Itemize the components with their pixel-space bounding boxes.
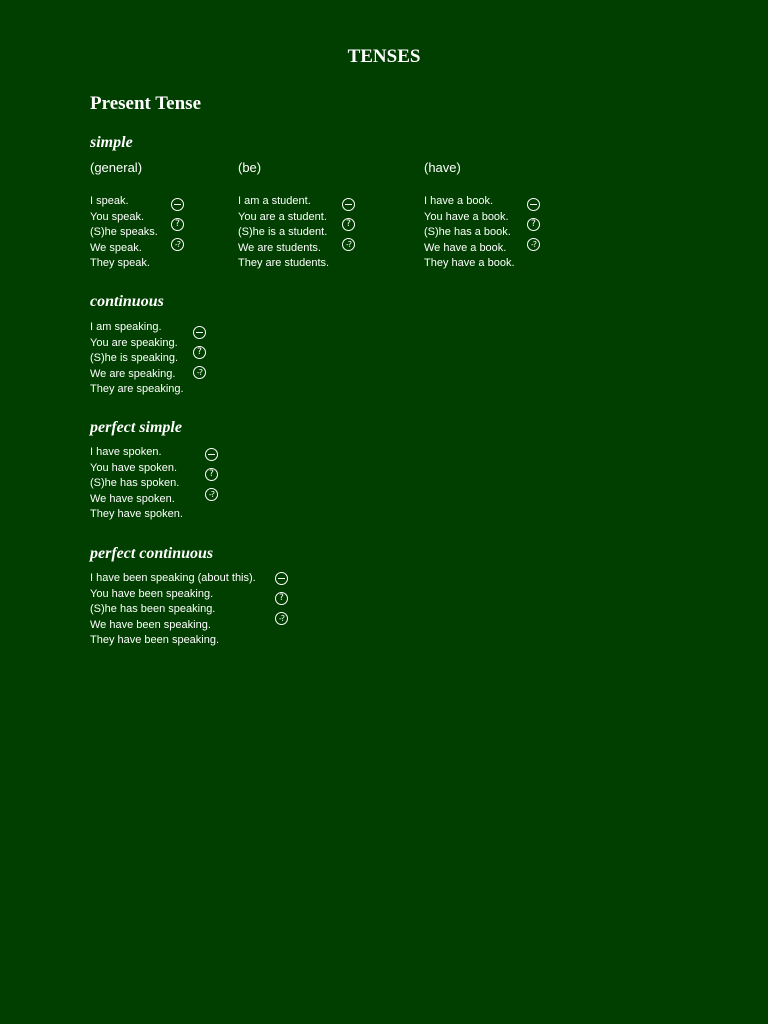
list-simple-have [424, 194, 515, 272]
list-item: We are students. [238, 241, 321, 254]
minus-circle-icon [275, 572, 288, 585]
list-item: I have spoken. [90, 446, 162, 458]
document-title: TENSES [347, 46, 421, 67]
list-item: They have been speaking. [90, 634, 220, 646]
question-circle-icon: ? [205, 468, 218, 481]
question-circle-icon: ? [171, 218, 184, 231]
list-item: You have a book. [424, 210, 509, 223]
question-circle-icon: ? [193, 346, 206, 359]
question-circle-icon: ? [275, 592, 288, 605]
list-item: (S)he speaks. [90, 226, 158, 238]
negative-question-circle-icon: -? [205, 488, 218, 501]
minus-circle-icon [342, 198, 355, 211]
negative-question-circle-icon: -? [275, 612, 288, 625]
list-perfect-continuous [90, 571, 256, 649]
list-continuous [90, 320, 184, 398]
negative-question-circle-icon: -? [171, 238, 184, 251]
label-be: (be) [238, 160, 262, 175]
list-simple-be [238, 194, 329, 272]
icon-group-perfect-simple [205, 448, 221, 508]
icon-group-perfect-continuous [275, 572, 291, 632]
list-item: You are speaking. [90, 336, 178, 349]
question-circle-icon: ? [342, 218, 355, 231]
list-item: They are students. [238, 257, 330, 269]
list-item: We have been speaking. [90, 618, 211, 631]
heading-simple: simple [90, 134, 133, 151]
list-item: I have been speaking (about this). [90, 572, 256, 584]
minus-circle-icon [171, 198, 184, 211]
minus-circle-icon [205, 448, 218, 461]
icon-group-simple-be [342, 198, 358, 258]
label-general: (general) [90, 160, 143, 175]
list-item: You are a student. [238, 210, 327, 223]
list-item: They have a book. [424, 257, 515, 269]
list-item: We are speaking. [90, 367, 176, 380]
icon-group-continuous [193, 326, 209, 386]
negative-question-circle-icon: -? [193, 366, 206, 379]
minus-circle-icon [193, 326, 206, 339]
list-simple-general [90, 194, 158, 272]
list-item: We have spoken. [90, 492, 175, 505]
list-item: I have a book. [424, 195, 494, 207]
list-item: (S)he is speaking. [90, 352, 179, 364]
negative-question-circle-icon: -? [527, 238, 540, 251]
negative-question-circle-icon: -? [342, 238, 355, 251]
heading-perfect-simple: perfect simple [90, 419, 182, 436]
icon-group-simple-have [527, 198, 543, 258]
list-item: They speak. [90, 257, 150, 269]
question-circle-icon: ? [527, 218, 540, 231]
section-heading-present-tense: Present Tense [90, 93, 202, 114]
list-item: (S)he has spoken. [90, 477, 180, 489]
list-perfect-simple [90, 445, 183, 523]
list-item: (S)he has a book. [424, 226, 511, 238]
list-item: They have spoken. [90, 508, 183, 520]
list-item: You have spoken. [90, 461, 178, 474]
list-item: I speak. [90, 195, 129, 207]
list-item: We speak. [90, 241, 142, 254]
list-item: I am a student. [238, 195, 311, 207]
list-item: You have been speaking. [90, 587, 214, 600]
heading-perfect-continuous: perfect continuous [90, 545, 214, 562]
list-item: You speak. [90, 210, 145, 223]
minus-circle-icon [527, 198, 540, 211]
list-item: (S)he is a student. [238, 226, 328, 238]
list-item: We have a book. [424, 241, 507, 254]
heading-continuous: continuous [90, 293, 164, 310]
list-item: I am speaking. [90, 321, 162, 333]
list-item: They are speaking. [90, 383, 184, 395]
label-have: (have) [424, 160, 461, 175]
icon-group-simple-general [171, 198, 187, 258]
list-item: (S)he has been speaking. [90, 603, 216, 615]
